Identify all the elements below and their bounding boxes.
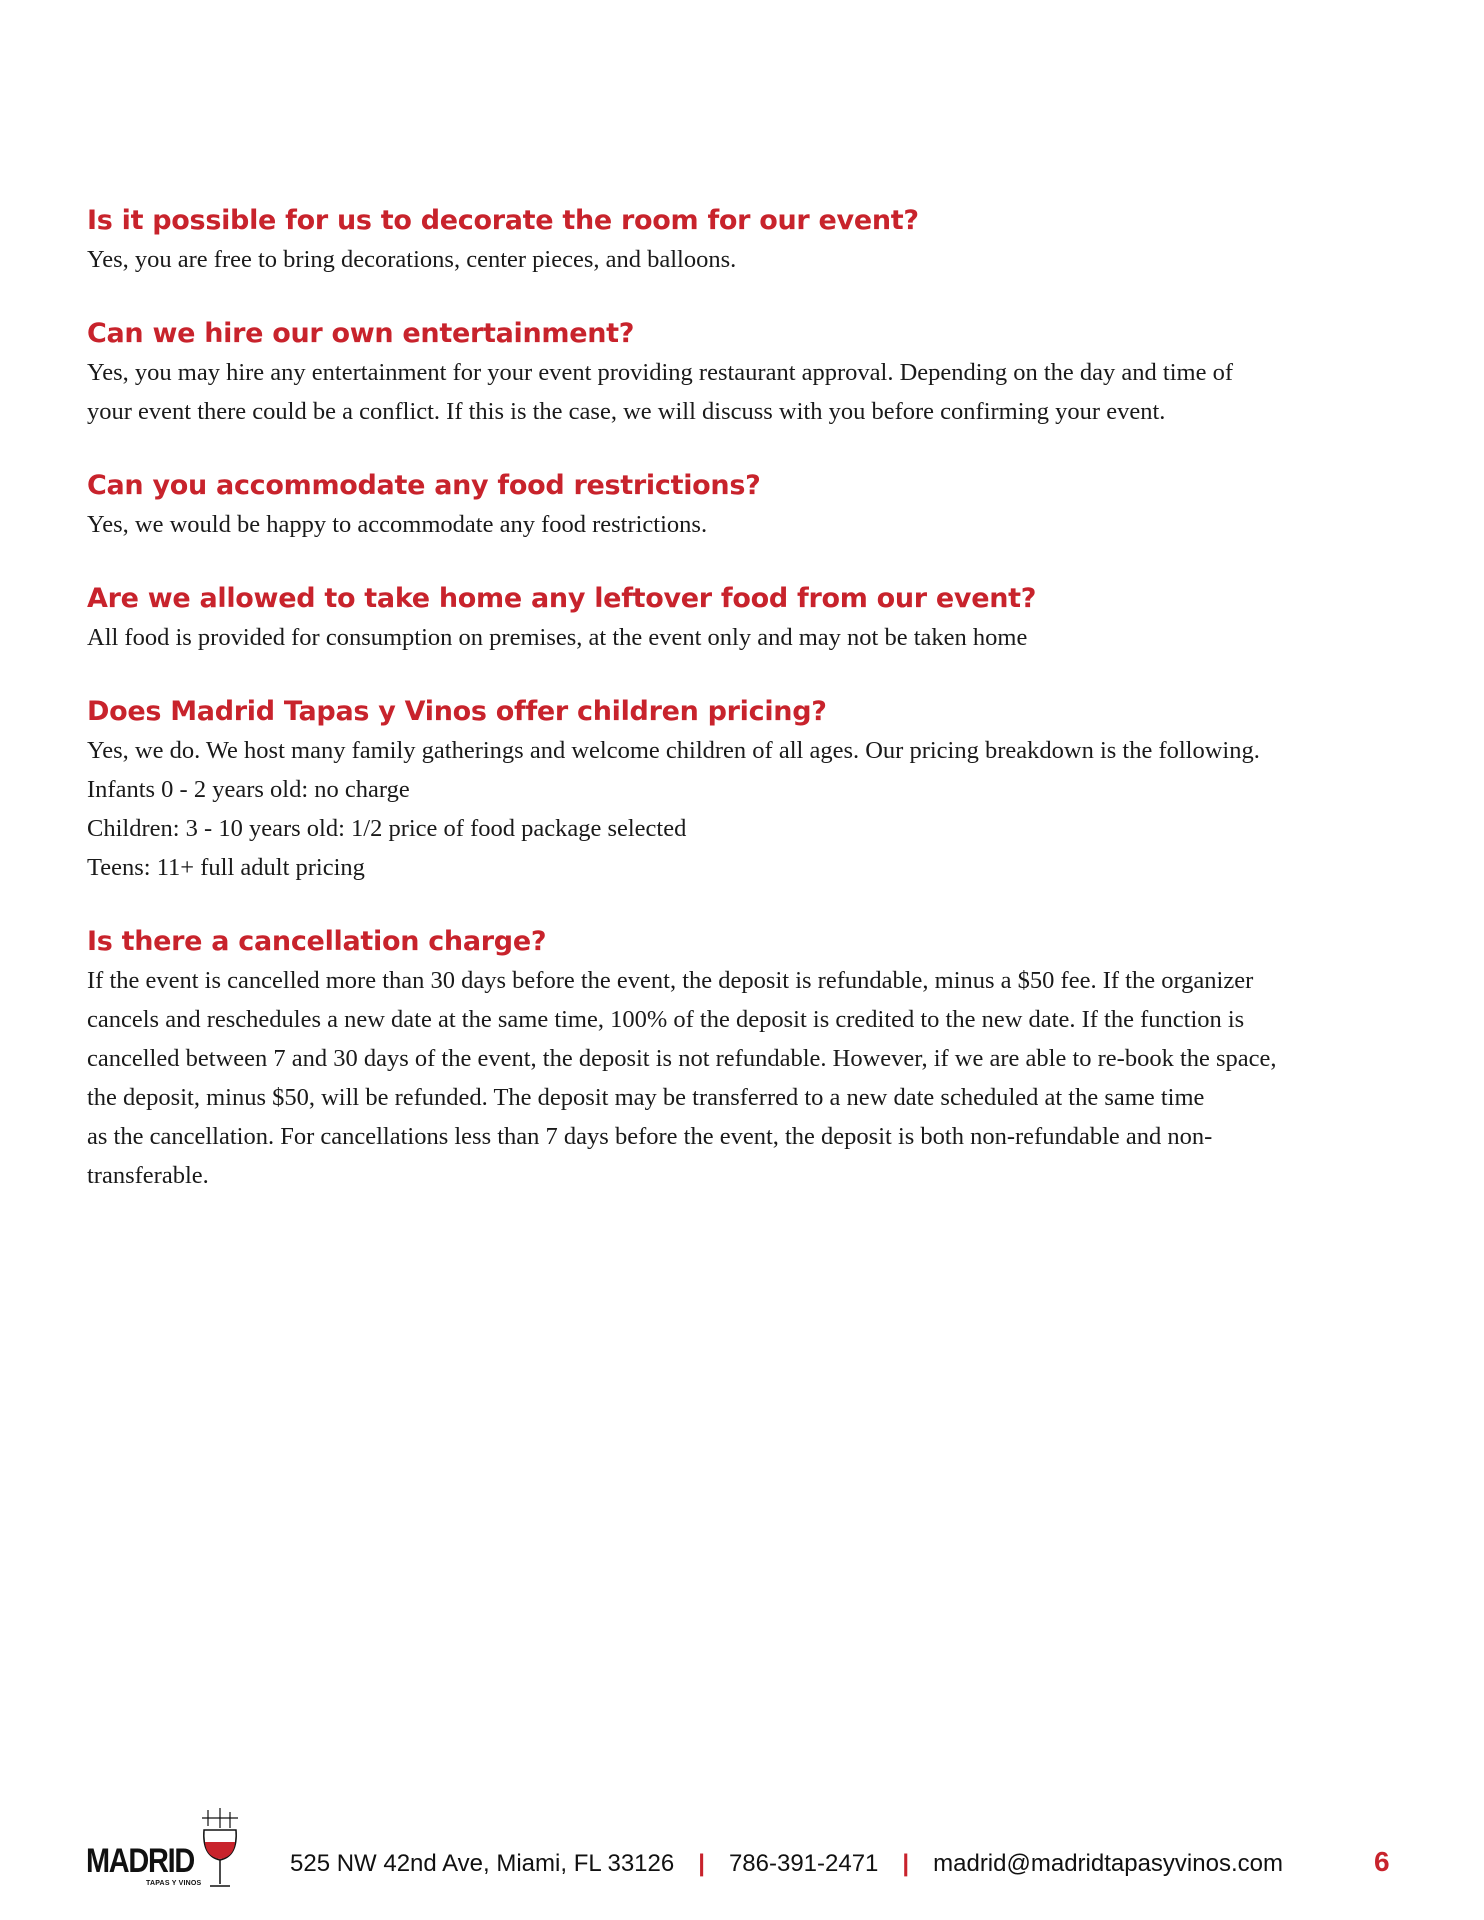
answer-line: Yes, we do. We host many family gatherings and welcome children of all ages. Our pricing breakdown is the following. [87,737,1260,764]
faq-item-leftover-food [87,580,1417,657]
faq-answer [87,353,1417,431]
answer-line: Yes, you are free to bring decorations, center pieces, and balloons. [87,246,737,273]
answer-line: Teens: 11+ full adult pricing [87,854,365,881]
faq-answer [87,240,1417,279]
faq-answer [87,961,1417,1195]
faq-question: Are we allowed to take home any leftover food from our event? [87,583,1037,614]
faq-item-food-restrictions [87,467,1417,544]
answer-line: Children: 3 - 10 years old: 1/2 price of food package selected [87,815,687,842]
page-footer [0,1800,1484,1900]
faq-answer [87,731,1417,887]
faq-question: Can we hire our own entertainment? [87,318,635,349]
faq-item-children-pricing [87,693,1417,887]
contact-info [290,1850,1283,1878]
answer-line: cancels and reschedules a new date at the same time, 100% of the deposit is credited to the new date. If the function is [87,1006,1245,1033]
answer-line: Infants 0 - 2 years old: no charge [87,776,410,803]
faq-item-entertainment [87,315,1417,431]
faq-answer [87,618,1417,657]
answer-line: All food is provided for consumption on premises, at the event only and may not be taken home [87,624,1028,651]
answer-line: as the cancellation. For cancellations less than 7 days before the event, the deposit is both non-refundable and non- [87,1123,1213,1150]
faq-question: Does Madrid Tapas y Vinos offer children pricing? [87,696,827,727]
faq-question: Can you accommodate any food restrictions? [87,470,761,501]
madrid-logo [86,1806,246,1890]
faq-list [87,202,1417,1231]
email-link[interactable]: madrid@madridtapasyvinos.com [933,1850,1283,1877]
answer-line: Yes, you may hire any entertainment for your event providing restaurant approval. Depending on the day and time of [87,359,1233,386]
answer-line: your event there could be a conflict. If this is the case, we will discuss with you before confirming your event. [87,398,1166,425]
wine-glass-icon [198,1806,242,1890]
answer-line: the deposit, minus $50, will be refunded. The deposit may be transferred to a new date scheduled at the same time [87,1084,1205,1111]
phone-text: 786-391-2471 [728,1850,879,1877]
faq-item-decorate [87,202,1417,279]
faq-question: Is there a cancellation charge? [87,926,547,957]
page-number: 6 [1374,1846,1390,1877]
faq-answer [87,505,1417,544]
logo-subtext: TAPAS Y VINOS [146,1880,202,1887]
answer-line: cancelled between 7 and 30 days of the event, the deposit is not refundable. However, if we are able to re-book the space, [87,1045,1277,1072]
address-text: 525 NW 42nd Ave, Miami, FL 33126 [290,1850,675,1877]
answer-line: transferable. [87,1162,209,1189]
answer-line: If the event is cancelled more than 30 days before the event, the deposit is refundable, minus a $50 fee. If the organizer [87,967,1254,994]
logo-wordmark: MADRID [86,1842,194,1880]
faq-item-cancellation [87,923,1417,1195]
separator: | [698,1850,705,1877]
faq-question: Is it possible for us to decorate the room for our event? [87,205,919,236]
separator: | [902,1850,910,1877]
answer-line: Yes, we would be happy to accommodate any food restrictions. [87,511,708,538]
